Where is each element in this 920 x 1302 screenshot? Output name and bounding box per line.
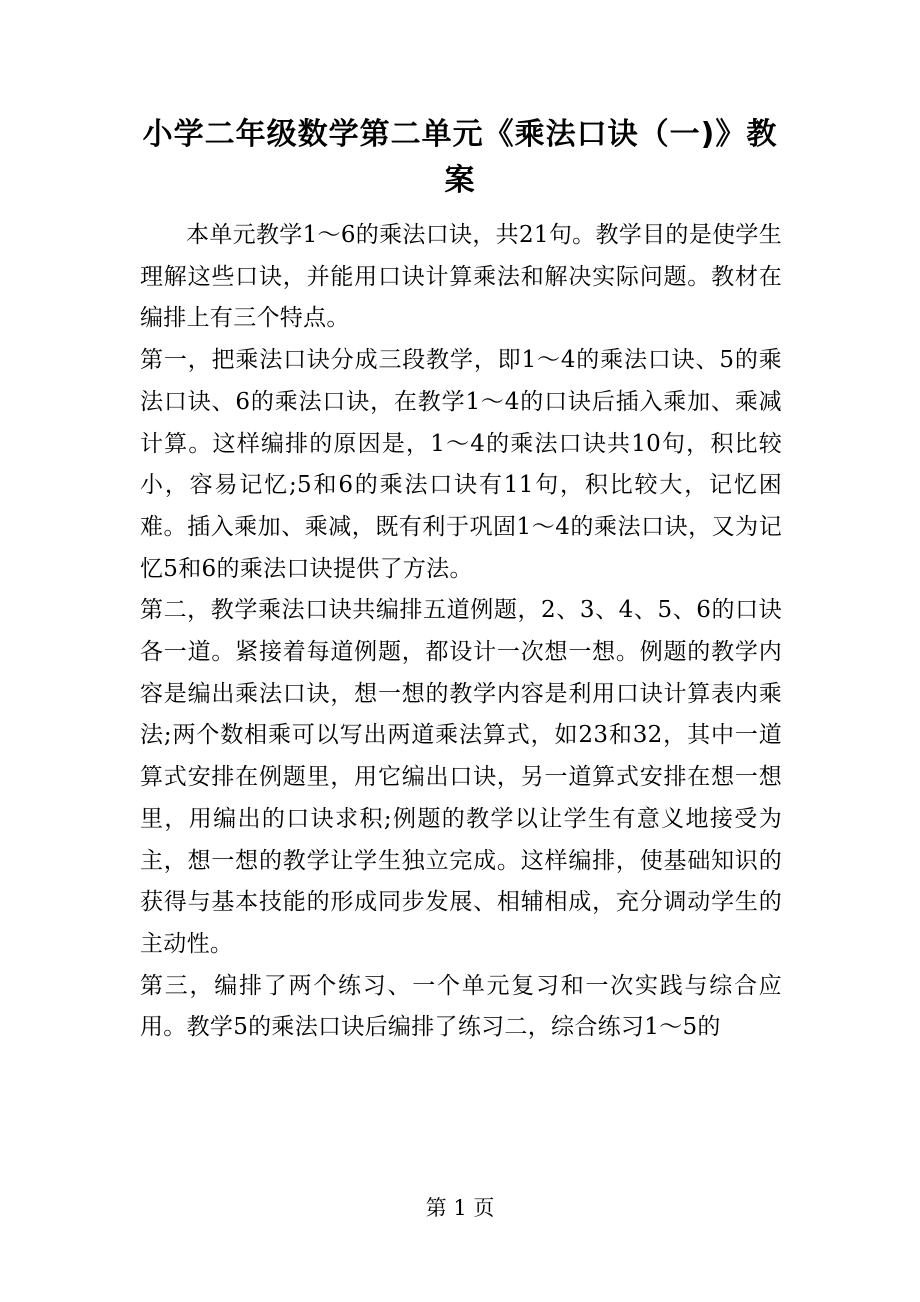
document-title: 小学二年级数学第二单元《乘法口诀（一)》教案	[142, 117, 778, 198]
feature-one-paragraph: 第一，把乘法口诀分成三段教学，即1～4的乘法口诀、5的乘法口诀、6的乘法口诀，在教学1～4的口诀后插入乘加、乘减计算。这样编排的原因是，1～4的乘法口诀共10句，积比较小，容易记忆;5和6的乘法口诀有11句，积比较大，记忆困难。插入乘加、乘减，既有利于巩固1～4的乘法口诀，又为记忆5和6的乘法口诀提供了方法。	[140, 347, 782, 582]
document-body	[140, 215, 782, 1049]
page-number: 第 1 页	[425, 1196, 495, 1220]
intro-paragraph: 本单元教学1～6的乘法口诀，共21句。教学目的是使学生理解这些口诀，并能用口诀计算乘法和解决实际问题。教材在编排上有三个特点。	[140, 222, 782, 332]
feature-three-paragraph: 第三，编排了两个练习、一个单元复习和一次实践与综合应用。教学5的乘法口诀后编排了练习二，综合练习1～5的	[140, 972, 782, 1041]
feature-two-paragraph: 第二，教学乘法口诀共编排五道例题，2、3、4、5、6的口诀各一道。紧接着每道例题，都设计一次想一想。例题的教学内容是编出乘法口诀，想一想的教学内容是利用口诀计算表内乘法;两个数相乘可以写出两道乘法算式，如23和32，其中一道算式安排在例题里，用它编出口诀，另一道算式安排在想一想里，用编出的口诀求积;例题的教学以让学生有意义地接受为主，想一想的教学让学生独立完成。这样编排，使基础知识的获得与基本技能的形成同步发展、相辅相成，充分调动学生的主动性。	[140, 597, 782, 957]
